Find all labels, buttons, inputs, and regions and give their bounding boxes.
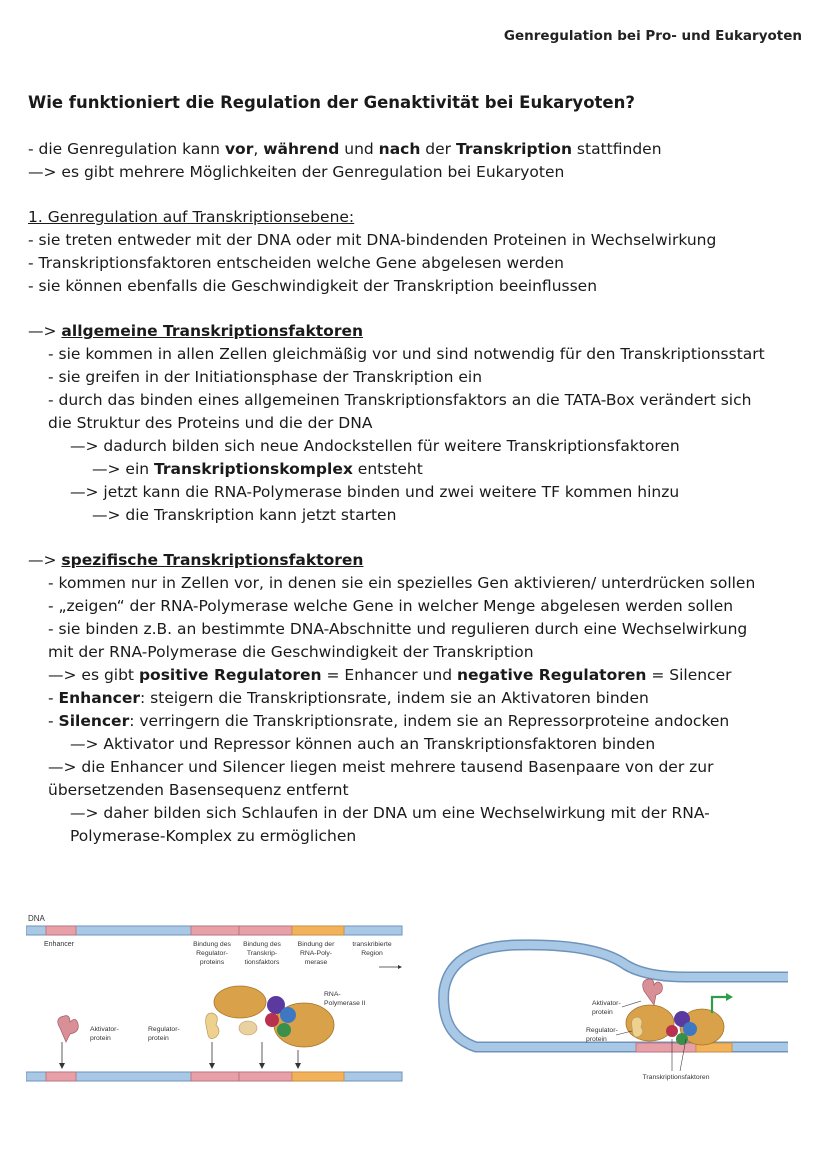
page-header: Genregulation bei Pro- und Eukaryoten bbox=[503, 28, 802, 44]
loop-tf-red bbox=[666, 1025, 678, 1037]
label-d1: Bindung der bbox=[297, 941, 335, 948]
general-heading-line: —> allgemeine Transkriptionsfaktoren bbox=[28, 322, 364, 340]
dna-label: DNA bbox=[28, 914, 45, 923]
general-point-6: —> jetzt kann die RNA-Polymerase binden und zwei weitere TF kommen hinzu bbox=[70, 483, 680, 501]
regulator-protein-shape bbox=[206, 1013, 219, 1039]
transcription-diagram-loop bbox=[436, 935, 792, 1085]
specific-point-3a: - sie binden z.B. an bestimmte DNA-Abschnitte und regulieren durch eine Wechselwirkung bbox=[48, 620, 748, 638]
section1-heading: 1. Genregulation auf Transkriptionsebene: bbox=[28, 208, 355, 226]
general-point-3b: die Struktur des Proteins und die der DNA bbox=[48, 414, 373, 432]
loop-activator-label-2: protein bbox=[592, 1009, 613, 1016]
label-d3: merase bbox=[304, 959, 328, 966]
rna-label-2: Polymerase II bbox=[324, 1000, 366, 1007]
general-point-7: —> die Transkription kann jetzt starten bbox=[92, 506, 397, 524]
specific-point-9a: —> daher bilden sich Schlaufen in der DNA um eine Wechselwirkung mit der RNA- bbox=[70, 804, 710, 822]
label-d2: RNA-Poly- bbox=[299, 950, 333, 957]
tf-red bbox=[265, 1013, 279, 1027]
rna-label-1: RNA- bbox=[324, 991, 341, 998]
regulator-label-2: protein bbox=[148, 1035, 169, 1042]
label-c1: Bindung des bbox=[243, 941, 281, 948]
specific-heading-line: —> spezifische Transkriptionsfaktoren bbox=[28, 551, 364, 569]
activator-label-2: protein bbox=[90, 1035, 111, 1042]
transcription-diagram-linear bbox=[26, 910, 406, 1088]
enhancer-segment bbox=[46, 926, 76, 935]
section1-point-1: - sie treten entweder mit der DNA oder mit DNA-bindenden Proteinen in Wechselwirkung bbox=[28, 231, 717, 249]
specific-point-9b: Polymerase-Komplex zu ermöglichen bbox=[70, 827, 357, 845]
specific-point-8a: —> die Enhancer und Silencer liegen meist mehrere tausend Basenpaare von der zur bbox=[48, 758, 714, 776]
specific-heading: spezifische Transkriptionsfaktoren bbox=[61, 551, 364, 569]
activator-complex-shape bbox=[214, 986, 266, 1018]
loop-binding-segment bbox=[636, 1043, 696, 1052]
specific-point-5: - Enhancer: steigern die Transkriptionsrate, indem sie an Aktivatoren binden bbox=[48, 689, 649, 707]
loop-activator-shape bbox=[643, 979, 663, 1005]
activator-label-1: Aktivator- bbox=[90, 1026, 119, 1033]
tf-binding-segment bbox=[239, 926, 292, 935]
label-c3: tionsfaktors bbox=[244, 959, 280, 966]
transcription-start-arrow bbox=[712, 997, 728, 1013]
mediator-shape bbox=[239, 1021, 257, 1035]
specific-point-7: —> Aktivator und Repressor können auch an Transkriptionsfaktoren binden bbox=[70, 735, 656, 753]
label-e2: Region bbox=[361, 950, 383, 957]
label-b3: proteins bbox=[199, 959, 225, 966]
specific-point-6: - Silencer: verringern die Transkriptionsrate, indem sie an Repressorproteine andocken bbox=[48, 712, 730, 730]
general-point-2: - sie greifen in der Initiationsphase der Transkription ein bbox=[48, 368, 483, 386]
tf-green bbox=[277, 1023, 291, 1037]
loop-activator-label-1: Aktivator- bbox=[592, 1000, 621, 1007]
page-title: Wie funktioniert die Regulation der Genaktivität bei Eukaryoten? bbox=[28, 93, 635, 112]
activator-protein-shape bbox=[58, 1016, 79, 1042]
general-point-4: —> dadurch bilden sich neue Andockstellen für weitere Transkriptionsfaktoren bbox=[70, 437, 680, 455]
intro-line-2: —> es gibt mehrere Möglichkeiten der Genregulation bei Eukaryoten bbox=[28, 163, 565, 181]
general-heading: allgemeine Transkriptionsfaktoren bbox=[61, 322, 364, 340]
section1-point-2: - Transkriptionsfaktoren entscheiden welche Gene abgelesen werden bbox=[28, 254, 564, 272]
loop-regulator-label-2: protein bbox=[586, 1036, 607, 1043]
loop-tf-label: Transkriptionsfaktoren bbox=[642, 1074, 710, 1081]
label-b1: Bindung des bbox=[193, 941, 231, 948]
tf-blue bbox=[280, 1007, 296, 1023]
general-point-3a: - durch das binden eines allgemeinen Transkriptionsfaktors an die TATA-Box verändert sich bbox=[48, 391, 752, 409]
section1-point-3: - sie können ebenfalls die Geschwindigkeit der Transkription beeinflussen bbox=[28, 277, 598, 295]
enhancer-label: Enhancer bbox=[44, 941, 74, 948]
loop-tf-green bbox=[676, 1033, 688, 1045]
regulator-label-1: Regulator- bbox=[148, 1026, 180, 1033]
specific-point-1: - kommen nur in Zellen vor, in denen sie ein spezielles Gen aktivieren/ unterdrücken sollen bbox=[48, 574, 756, 592]
specific-point-2: - „zeigen“ der RNA-Polymerase welche Gene in welcher Menge abgelesen werden sollen bbox=[48, 597, 734, 615]
label-b2: Regulator- bbox=[196, 950, 228, 957]
loop-regulator-label-1: Regulator- bbox=[586, 1027, 618, 1034]
specific-point-4: —> es gibt positive Regulatoren = Enhancer und negative Regulatoren = Silencer bbox=[48, 666, 732, 684]
specific-point-3b: mit der RNA-Polymerase die Geschwindigkeit der Transkription bbox=[48, 643, 534, 661]
label-c2: Transkrip- bbox=[246, 950, 278, 957]
loop-regulator-shape bbox=[632, 1017, 643, 1037]
general-point-1: - sie kommen in allen Zellen gleichmäßig vor und sind notwendig für den Transkriptionsstart bbox=[48, 345, 765, 363]
label-e1: transkribierte bbox=[352, 941, 392, 948]
specific-point-8b: übersetzenden Basensequenz entfernt bbox=[48, 781, 349, 799]
intro-line-1: - die Genregulation kann vor, während und nach der Transkription stattfinden bbox=[28, 140, 662, 158]
regulator-binding-segment bbox=[191, 926, 239, 935]
general-point-5: —> ein Transkriptionskomplex entsteht bbox=[92, 460, 423, 478]
polymerase-binding-segment bbox=[292, 926, 344, 935]
